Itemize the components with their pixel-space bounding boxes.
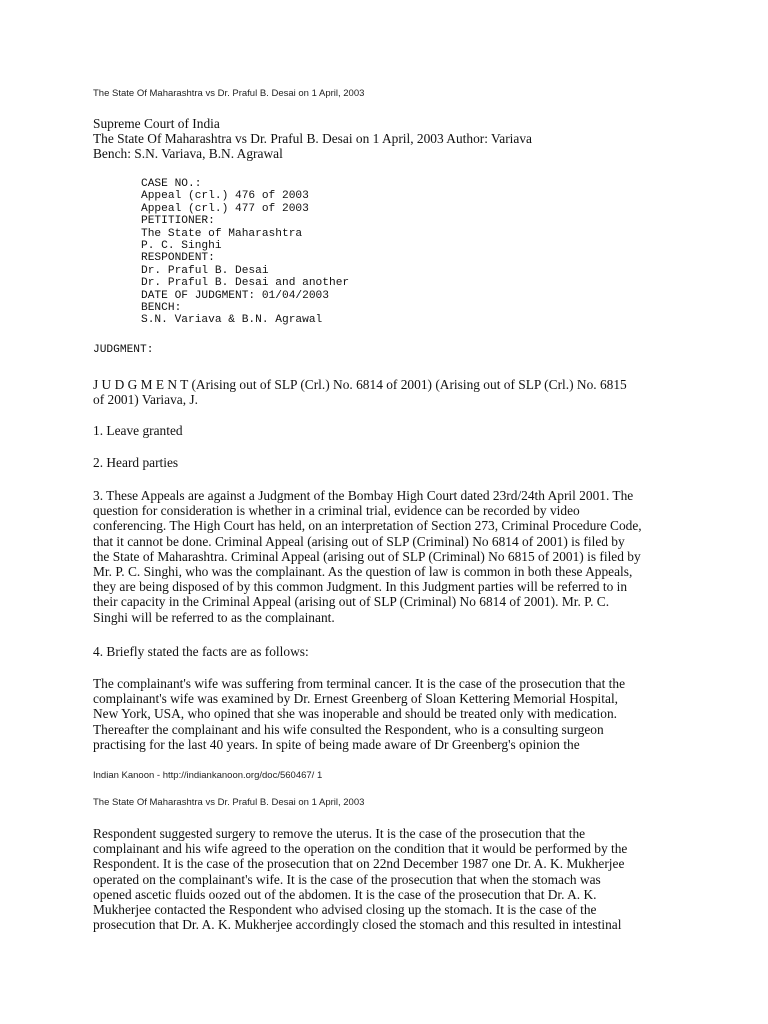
- paragraph-line: Mr. P. C. Singhi, who was the complainant. As the question of law is common in both these Appeals,: [93, 564, 633, 580]
- judgment-label: JUDGMENT:: [93, 344, 154, 356]
- respondent-label: RESPONDENT:: [141, 252, 215, 265]
- bench-line: Bench: S.N. Variava, B.N. Agrawal: [93, 146, 283, 162]
- paragraph-facts: [93, 676, 668, 752]
- case-details-block: [141, 178, 349, 327]
- paragraph-3: [93, 488, 668, 625]
- respondent-1: Dr. Praful B. Desai: [141, 264, 269, 277]
- paragraph-line: prosecution that Dr. A. K. Mukherjee accordingly closed the stomach and this resulted in intestinal: [93, 917, 622, 933]
- paragraph-line: Mukherjee contacted the Respondent who advised closing up the stomach. It is the case of the: [93, 902, 597, 918]
- case-no-label: CASE NO.:: [141, 178, 202, 190]
- paragraph-line: of 2001) Variava, J.: [93, 392, 198, 408]
- page-header: The State Of Maharashtra vs Dr. Praful B. Desai on 1 April, 2003: [93, 88, 365, 99]
- paragraph-line: Singhi will be referred to as the complainant.: [93, 609, 335, 625]
- paragraph-line: Respondent suggested surgery to remove the uterus. It is the case of the prosecution that the: [93, 826, 586, 841]
- page-footer: Indian Kanoon - http://indiankanoon.org/doc/560467/ 1: [93, 770, 323, 781]
- paragraph-line: J U D G M E N T (Arising out of SLP (Crl.) No. 6814 of 2001) (Arising out of SLP (Crl.) No. 6815: [93, 377, 627, 392]
- paragraph-2: [93, 455, 668, 470]
- paragraph-line: opened ascetic fluids oozed out of the abdomen. It is the case of the prosecution that Dr. A. K.: [93, 886, 597, 902]
- petitioner-1: The State of Maharashtra: [141, 227, 303, 240]
- bench-judges: S.N. Variava & B.N. Agrawal: [141, 314, 323, 327]
- paragraph-line: complainant and his wife agreed to the operation on the condition that it would be performed by the: [93, 841, 628, 857]
- judgment-heading-paragraph: [93, 377, 668, 407]
- court-name: Supreme Court of India: [93, 116, 220, 131]
- paragraph-line: operated on the complainant's wife. It is the case of the prosecution that when the stomach was: [93, 871, 601, 887]
- paragraph-line: 4. Briefly stated the facts are as follows:: [93, 644, 309, 659]
- paragraph-1: [93, 423, 668, 438]
- paragraph-line: they are being disposed of by this common Judgment. In this Judgment parties will be referred to in: [93, 579, 628, 595]
- document-title-block: [93, 116, 668, 162]
- respondent-2: Dr. Praful B. Desai and another: [141, 277, 350, 290]
- paragraph-line: New York, USA, who opined that she was inoperable and should be treated only with medication.: [93, 706, 617, 722]
- paragraph-page2: [93, 826, 668, 932]
- paragraph-line: The complainant's wife was suffering from terminal cancer. It is the case of the prosecution that the: [93, 676, 626, 691]
- bench-label: BENCH:: [141, 302, 182, 315]
- petitioner-2: P. C. Singhi: [141, 240, 222, 253]
- paragraph-line: 3. These Appeals are against a Judgment of the Bombay High Court dated 23rd/24th April 2001. The: [93, 488, 634, 503]
- paragraph-line: the State of Maharashtra. Criminal Appeal (arising out of SLP (Criminal) No 6815 of 2001) is filed by: [93, 548, 641, 564]
- page-header-2: The State Of Maharashtra vs Dr. Praful B. Desai on 1 April, 2003: [93, 797, 365, 808]
- paragraph-line: Respondent. It is the case of the prosecution that on 22nd December 1987 one Dr. A. K. Mukherjee: [93, 856, 625, 872]
- paragraph-4: [93, 644, 668, 659]
- paragraph-line: their capacity in the Criminal Appeal (arising out of SLP (Criminal) No 6814 of 2001). Mr. P. C.: [93, 594, 610, 610]
- paragraph-line: that it cannot be done. Criminal Appeal (arising out of SLP (Criminal) No 6814 of 2001) is filed by: [93, 533, 625, 549]
- appeal-477: Appeal (crl.) 477 of 2003: [141, 202, 309, 215]
- paragraph-line: conferencing. The High Court has held, on an interpretation of Section 273, Criminal Procedure Code,: [93, 518, 642, 534]
- petitioner-label: PETITIONER:: [141, 215, 215, 228]
- appeal-476: Appeal (crl.) 476 of 2003: [141, 190, 309, 203]
- paragraph-line: 1. Leave granted: [93, 423, 183, 438]
- paragraph-line: practising for the last 40 years. In spite of being made aware of Dr Greenberg's opinion the: [93, 736, 580, 752]
- judgment-date: DATE OF JUDGMENT: 01/04/2003: [141, 289, 329, 302]
- paragraph-line: complainant's wife was examined by Dr. Ernest Greenberg of Sloan Kettering Memorial Hospital,: [93, 691, 619, 707]
- paragraph-line: 2. Heard parties: [93, 455, 179, 470]
- paragraph-line: Thereafter the complainant and his wife consulted the Respondent, who is a consulting surgeon: [93, 721, 604, 737]
- case-title: The State Of Maharashtra vs Dr. Praful B. Desai on 1 April, 2003 Author: Variava: [93, 131, 532, 147]
- paragraph-line: question for consideration is whether in a criminal trial, evidence can be recorded by video: [93, 503, 580, 519]
